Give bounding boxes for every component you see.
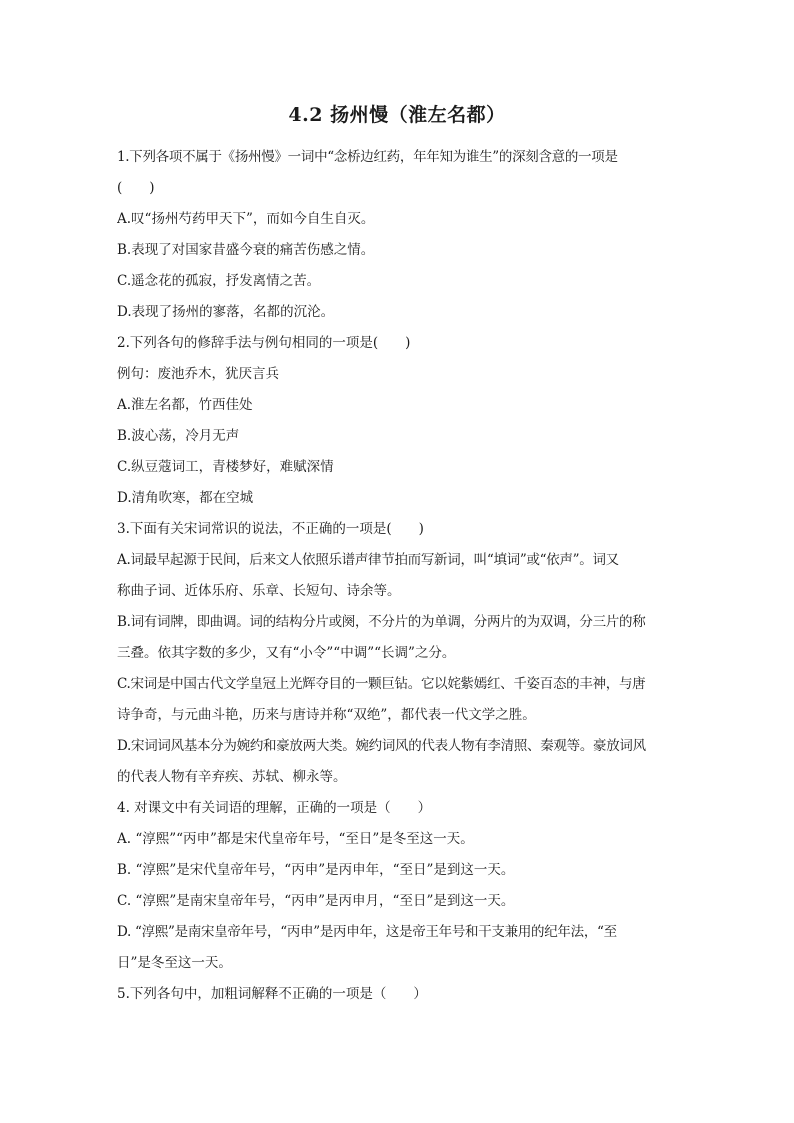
question-1-option-c: C.遥念花的孤寂，抒发离情之苦。 — [117, 273, 321, 289]
question-1-stem: 1.下列各项不属于《扬州慢》一词中“念桥边红药，年年知为谁生”的深刻含意的一项是 — [117, 149, 618, 165]
question-3-option-b-line-2: 三叠。依其字数的多少，又有“小令”“中调”“长调”之分。 — [117, 645, 456, 661]
question-4-option-a: A. “淳熙”“丙申”都是宋代皇帝年号，“至日”是冬至这一天。 — [117, 831, 474, 847]
question-4-option-d-line-2: 日”是冬至这一天。 — [117, 955, 232, 971]
question-1-option-d: D.表现了扬州的寥落，名都的沉沦。 — [117, 304, 335, 320]
question-3-option-d-line-1: D.宋词词风基本分为婉约和豪放两大类。婉约词风的代表人物有李清照、秦观等。豪放词风 — [117, 738, 646, 754]
question-3-option-c-line-1: C.宋词是中国古代文学皇冠上光辉夺目的一颗巨钻。它以姹紫嫣红、千姿百态的丰神，与唐 — [117, 676, 646, 692]
question-2-stem: 2.下列各句的修辞手法与例句相同的一项是( ) — [117, 335, 411, 351]
question-2-option-c: C.纵豆蔻词工，青楼梦好，难赋深情 — [117, 459, 334, 475]
question-3-option-a-line-1: A.词最早起源于民间，后来文人依照乐谱声律节拍而写新词，叫“填词”或“依声”。词又 — [117, 552, 619, 568]
question-3-option-c-line-2: 诗争奇，与元曲斗艳，历来与唐诗并称“双绝”，都代表一代文学之胜。 — [117, 707, 536, 723]
question-4-option-c: C. “淳熙”是南宋皇帝年号，“丙申”是丙申月，“至日”是到这一天。 — [117, 893, 515, 909]
question-2-example: 例句：废池乔木，犹厌言兵 — [117, 366, 279, 382]
question-2-option-b: B.波心荡，冷月无声 — [117, 428, 240, 444]
question-2-option-a: A.淮左名都，竹西佳处 — [117, 397, 253, 413]
question-4-stem: 4. 对课文中有关词语的理解，正确的一项是（ ） — [117, 800, 432, 816]
document-title: 4.2 扬州慢（淮左名都） — [288, 104, 506, 126]
question-1-option-b: B.表现了对国家昔盛今衰的痛苦伤感之情。 — [117, 242, 375, 258]
question-3-option-b-line-1: B.词有词牌，即曲调。词的结构分片或阕，不分片的为单调，分两片的为双调，分三片的称 — [117, 614, 646, 630]
document-body — [117, 142, 677, 1010]
question-4-option-b: B. “淳熙”是宋代皇帝年号，“丙申”是丙申年，“至日”是到这一天。 — [117, 862, 515, 878]
question-3-stem: 3.下面有关宋词常识的说法，不正确的一项是( ) — [117, 521, 424, 537]
question-1-answer-blank: ( ) — [117, 180, 155, 196]
question-1-option-a: A.叹“扬州芍药甲天下”，而如今自生自灭。 — [117, 211, 375, 227]
question-2-option-d: D.清角吹寒，都在空城 — [117, 490, 254, 506]
question-3-option-a-line-2: 称曲子词、近体乐府、乐章、长短句、诗余等。 — [117, 583, 401, 599]
question-4-option-d-line-1: D. “淳熙”是南宋皇帝年号，“丙申”是丙申年，这是帝王年号和干支兼用的纪年法，“至 — [117, 924, 617, 940]
question-3-option-d-line-2: 的代表人物有辛弃疾、苏轼、柳永等。 — [117, 769, 347, 785]
question-5-stem: 5.下列各句中，加粗词解释不正确的一项是（ ） — [117, 986, 427, 1002]
